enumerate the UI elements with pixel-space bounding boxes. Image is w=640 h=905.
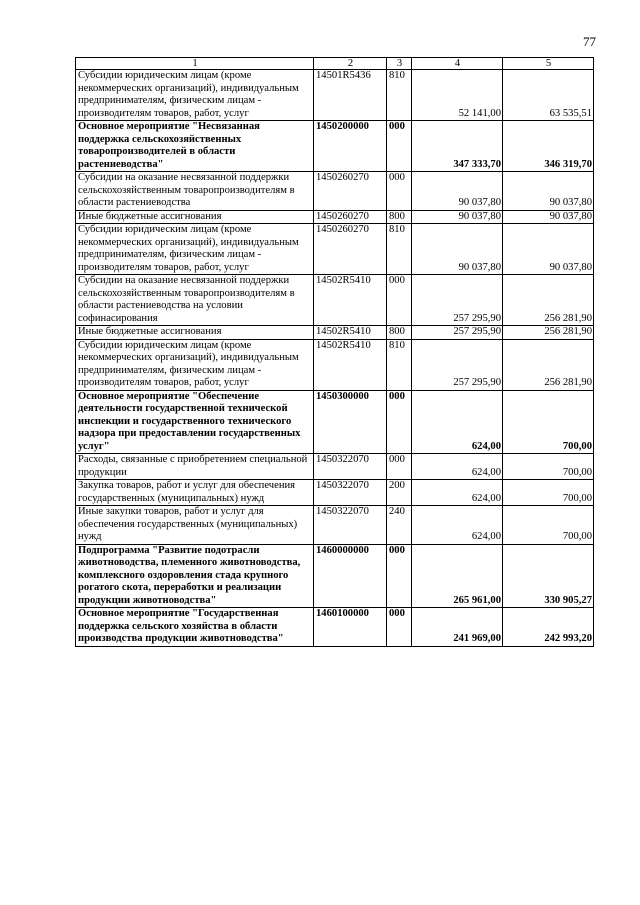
row-value-2-cell: 90 037,80 xyxy=(503,172,594,211)
table-row xyxy=(76,506,594,545)
row-kind-cell: 800 xyxy=(387,326,412,340)
row-kind-cell: 000 xyxy=(387,121,412,172)
table-row xyxy=(76,210,594,224)
row-name-cell: Основное мероприятие "Обеспечение деятельности государственной технической инспекции и государственного технического надзора при предоставлении государственных услуг" xyxy=(76,390,314,454)
row-code-cell: 1450200000 xyxy=(314,121,387,172)
table-row xyxy=(76,172,594,211)
header-col-3: 3 xyxy=(387,58,412,70)
row-value-2-cell: 700,00 xyxy=(503,390,594,454)
table-row xyxy=(76,339,594,390)
row-kind-cell: 000 xyxy=(387,608,412,647)
row-value-1-cell: 90 037,80 xyxy=(412,172,503,211)
row-value-1-cell: 241 969,00 xyxy=(412,608,503,647)
row-code-cell: 1450300000 xyxy=(314,390,387,454)
row-code-cell: 14502R5410 xyxy=(314,275,387,326)
row-kind-cell: 000 xyxy=(387,275,412,326)
row-code-cell: 1460000000 xyxy=(314,544,387,608)
header-col-5: 5 xyxy=(503,58,594,70)
row-value-1-cell: 347 333,70 xyxy=(412,121,503,172)
row-name-cell: Иные бюджетные ассигнования xyxy=(76,326,314,340)
row-name-cell: Расходы, связанные с приобретением специальной продукции xyxy=(76,454,314,480)
table-row xyxy=(76,454,594,480)
header-col-1: 1 xyxy=(76,58,314,70)
row-name-cell: Основное мероприятие "Несвязанная поддержка сельскохозяйственных товаропроизводителей в области растениеводства" xyxy=(76,121,314,172)
table-row xyxy=(76,544,594,608)
budget-table xyxy=(75,57,594,647)
row-value-1-cell: 624,00 xyxy=(412,506,503,545)
table-row xyxy=(76,326,594,340)
row-code-cell: 14502R5410 xyxy=(314,326,387,340)
row-name-cell: Основное мероприятие "Государственная поддержка сельского хозяйства в области производства продукции животноводства" xyxy=(76,608,314,647)
row-code-cell: 1450322070 xyxy=(314,454,387,480)
row-kind-cell: 800 xyxy=(387,210,412,224)
row-value-1-cell: 90 037,80 xyxy=(412,224,503,275)
row-value-2-cell: 700,00 xyxy=(503,454,594,480)
row-value-1-cell: 624,00 xyxy=(412,454,503,480)
row-name-cell: Субсидии на оказание несвязанной поддержки сельскохозяйственным товаропроизводителям в области растениеводства xyxy=(76,172,314,211)
row-code-cell: 1450322070 xyxy=(314,480,387,506)
table-header-row xyxy=(76,58,594,70)
row-value-1-cell: 257 295,90 xyxy=(412,326,503,340)
row-code-cell: 1450260270 xyxy=(314,224,387,275)
table-row xyxy=(76,390,594,454)
row-name-cell: Субсидии на оказание несвязанной поддержки сельскохозяйственным товаропроизводителям в области растениеводства на условии софинасирования xyxy=(76,275,314,326)
row-value-1-cell: 52 141,00 xyxy=(412,70,503,121)
row-value-1-cell: 624,00 xyxy=(412,390,503,454)
header-col-4: 4 xyxy=(412,58,503,70)
row-kind-cell: 000 xyxy=(387,454,412,480)
row-value-2-cell: 330 905,27 xyxy=(503,544,594,608)
row-code-cell: 14502R5410 xyxy=(314,339,387,390)
header-col-2: 2 xyxy=(314,58,387,70)
row-value-1-cell: 257 295,90 xyxy=(412,339,503,390)
table-row xyxy=(76,121,594,172)
row-value-1-cell: 624,00 xyxy=(412,480,503,506)
row-code-cell: 1450260270 xyxy=(314,210,387,224)
table-row xyxy=(76,70,594,121)
row-kind-cell: 200 xyxy=(387,480,412,506)
row-value-2-cell: 346 319,70 xyxy=(503,121,594,172)
table-row xyxy=(76,224,594,275)
row-code-cell: 14501R5436 xyxy=(314,70,387,121)
row-name-cell: Субсидии юридическим лицам (кроме некоммерческих организаций), индивидуальным предпринимателям, физическим лицам - производителям товаров, работ, услуг xyxy=(76,70,314,121)
table-row xyxy=(76,275,594,326)
table-row xyxy=(76,480,594,506)
row-value-2-cell: 90 037,80 xyxy=(503,224,594,275)
row-kind-cell: 810 xyxy=(387,70,412,121)
row-name-cell: Закупка товаров, работ и услуг для обеспечения государственных (муниципальных) нужд xyxy=(76,480,314,506)
row-kind-cell: 240 xyxy=(387,506,412,545)
row-code-cell: 1450322070 xyxy=(314,506,387,545)
row-value-2-cell: 256 281,90 xyxy=(503,326,594,340)
row-name-cell: Иные закупки товаров, работ и услуг для обеспечения государственных (муниципальных) нужд xyxy=(76,506,314,545)
row-value-2-cell: 700,00 xyxy=(503,480,594,506)
row-value-1-cell: 257 295,90 xyxy=(412,275,503,326)
row-value-2-cell: 256 281,90 xyxy=(503,339,594,390)
row-code-cell: 1460100000 xyxy=(314,608,387,647)
row-value-2-cell: 90 037,80 xyxy=(503,210,594,224)
row-value-2-cell: 242 993,20 xyxy=(503,608,594,647)
row-kind-cell: 810 xyxy=(387,224,412,275)
row-name-cell: Субсидии юридическим лицам (кроме некоммерческих организаций), индивидуальным предпринимателям, физическим лицам - производителям товаров, работ, услуг xyxy=(76,339,314,390)
row-name-cell: Подпрограмма "Развитие подотрасли животноводства, племенного животноводства, комплексного оздоровления стада крупного рогатого скота, переработки и реализации продукции животноводства" xyxy=(76,544,314,608)
table-row xyxy=(76,608,594,647)
row-kind-cell: 000 xyxy=(387,390,412,454)
row-kind-cell: 000 xyxy=(387,544,412,608)
page-number: 77 xyxy=(583,34,596,49)
row-value-2-cell: 256 281,90 xyxy=(503,275,594,326)
row-kind-cell: 000 xyxy=(387,172,412,211)
row-kind-cell: 810 xyxy=(387,339,412,390)
row-name-cell: Иные бюджетные ассигнования xyxy=(76,210,314,224)
row-code-cell: 1450260270 xyxy=(314,172,387,211)
row-value-1-cell: 90 037,80 xyxy=(412,210,503,224)
row-value-2-cell: 63 535,51 xyxy=(503,70,594,121)
row-value-1-cell: 265 961,00 xyxy=(412,544,503,608)
row-name-cell: Субсидии юридическим лицам (кроме некоммерческих организаций), индивидуальным предпринимателям, физическим лицам - производителям товаров, работ, услуг xyxy=(76,224,314,275)
row-value-2-cell: 700,00 xyxy=(503,506,594,545)
